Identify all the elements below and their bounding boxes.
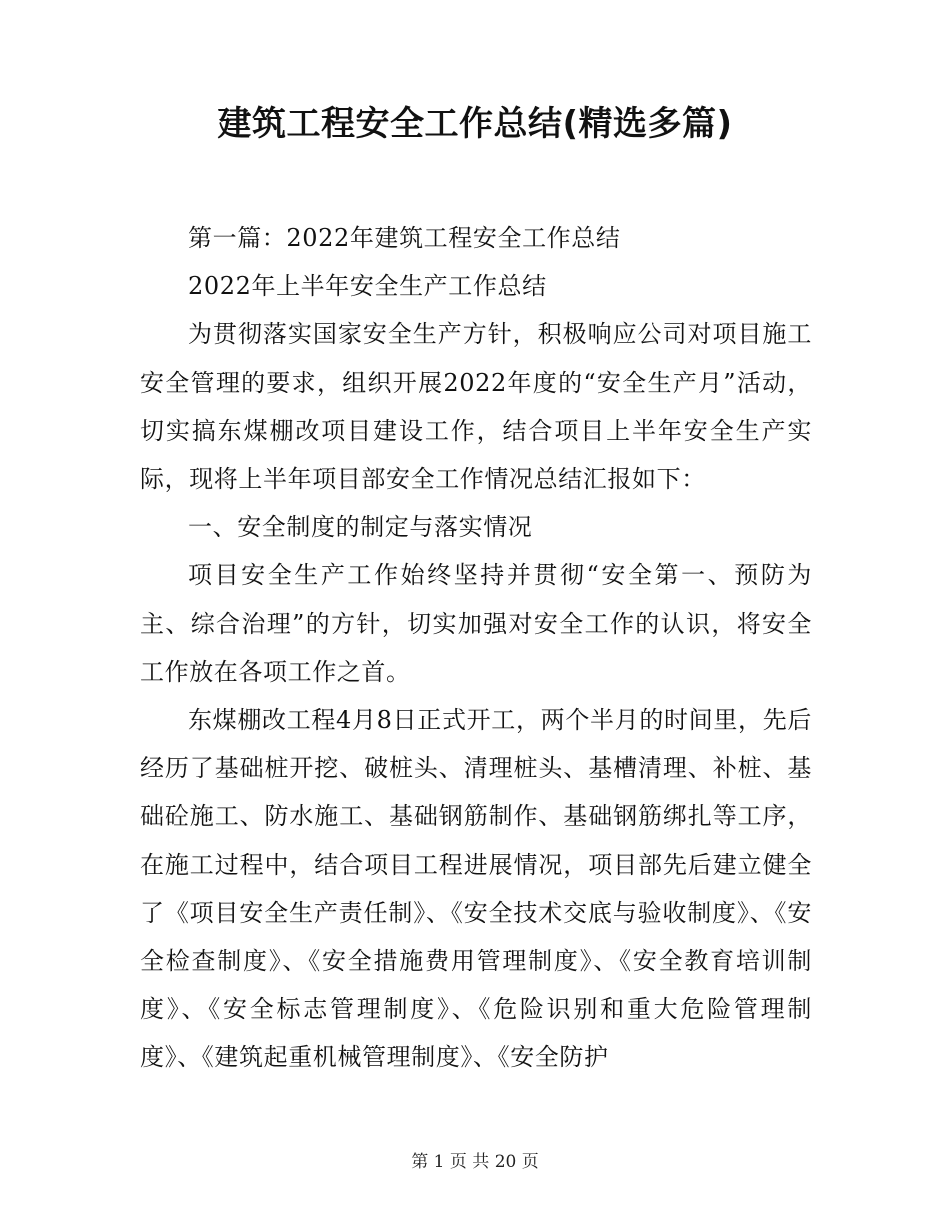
- report-subtitle: 2022年上半年安全生产工作总结: [188, 272, 547, 301]
- document-body: [140, 214, 812, 1082]
- body-paragraph: 项目安全生产工作始终坚持并贯彻“安全第一、预防为主、综合治理”的方针，切实加强对安全工作的认识，将安全工作放在各项工作之首。: [140, 561, 812, 686]
- subsection-heading: 一、安全制度的制定与落实情况: [188, 513, 533, 542]
- page-number-footer: 第 1 页 共 20 页: [411, 1152, 539, 1172]
- section-heading: 第一篇：2022年建筑工程安全工作总结: [188, 224, 621, 252]
- document-title: 建筑工程安全工作总结(精选多篇): [217, 104, 733, 144]
- body-paragraph: 为贯彻落实国家安全生产方针，积极响应公司对项目施工安全管理的要求，组织开展2022年度的“安全生产月”活动，切实搞东煤棚改项目建设工作，结合项目上半年安全生产实际，现将上半年项目部安全工作情况总结汇报如下：: [140, 320, 812, 494]
- body-paragraph: 东煤棚改工程4月8日正式开工，两个半月的时间里，先后经历了基础桩开挖、破桩头、清理桩头、基槽清理、补桩、基础砼施工、防水施工、基础钢筋制作、基础钢筋绑扎等工序，在施工过程中，结合项目工程进展情况，项目部先后建立健全了《项目安全生产责任制》、《安全技术交底与验收制度》、《安全检查制度》、《安全措施费用管理制度》、《安全教育培训制度》、《安全标志管理制度》、《危险识别和重大危险管理制度》、《建筑起重机械管理制度》、《安全防护: [140, 706, 812, 1072]
